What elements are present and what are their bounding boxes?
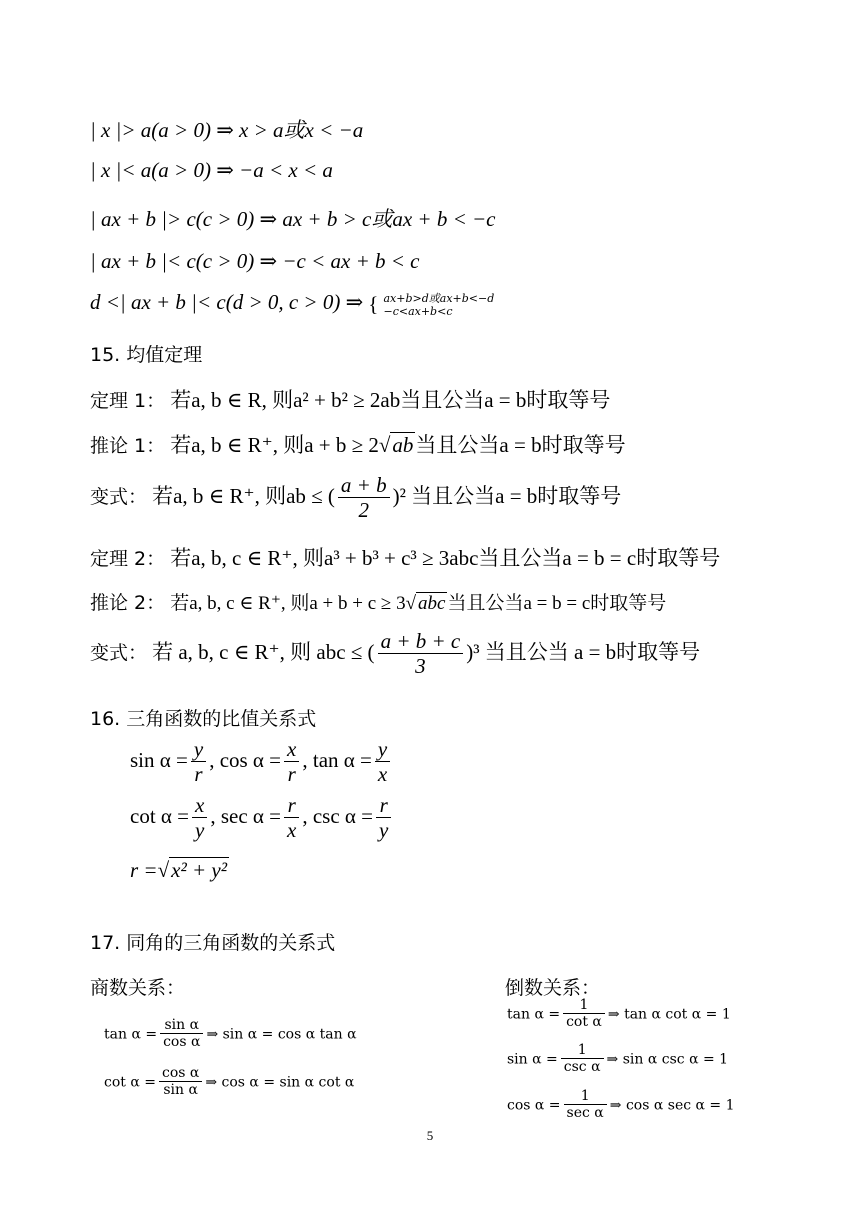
abs-rule-5-cases bbox=[383, 292, 494, 318]
corollary-1: 推论 1： 若a, b ∈ R⁺, 则a + b ≥ 2√ab当且公当a = b时取等号 bbox=[90, 433, 626, 457]
abs-rule-3: | ax + b |> c(c > 0) ⇒ ax + b > c或ax + b < −c bbox=[90, 207, 496, 231]
reciprocal-tan: tan α = $\frac{1}{\text{cot α}}$ ⇒ tan α cot α = 1 bbox=[507, 997, 731, 1031]
variant-1 bbox=[90, 474, 621, 523]
corollary-2: 推论 2： 若a, b, c ∈ R⁺, 则a + b + c ≥ 3√ abc 当且公当a = b = c时取等号 bbox=[90, 592, 667, 614]
variant-2-num: a + b + c bbox=[378, 630, 464, 654]
abs-rule-1: | x |> a(a > 0) ⇒ x > a或x < −a bbox=[90, 118, 364, 142]
abs-case-top: ax+b>d或ax+b<−d bbox=[383, 291, 495, 305]
radius-pre: r = bbox=[130, 858, 158, 882]
corollary-2-pre: 若a, b, c ∈ R⁺, 则a + b + c ≥ 3 bbox=[170, 593, 406, 614]
variant-2-post: )³ 当且公当 a = b时取等号 bbox=[466, 640, 701, 665]
section-17-heading: 17. 同角的三角函数的关系式 bbox=[90, 932, 336, 954]
theorem-2-label: 定理 2： bbox=[90, 548, 166, 570]
trig-ratio-row-2 bbox=[130, 794, 394, 843]
abs-rule-5-brace: { bbox=[368, 292, 379, 316]
trig-ratio-row-1 bbox=[130, 738, 393, 787]
variant-2-den: 3 bbox=[415, 654, 426, 679]
csc-def: , csc α = $\frac{r}{y}$ bbox=[302, 804, 394, 828]
variant-2-pre: 若 a, b, c ∈ R⁺, 则 abc ≤ ( bbox=[152, 640, 375, 665]
corollary-1-radicand: ab bbox=[392, 433, 414, 457]
theorem-1 bbox=[90, 384, 610, 414]
corollary-2-label: 推论 2： bbox=[90, 592, 166, 614]
variant-1-post: )² 当且公当a = b时取等号 bbox=[392, 484, 622, 509]
tan-def: , tan α = $\frac{y}{x}$ bbox=[302, 748, 393, 772]
reciprocal-cos: cos α = $\frac{1}{\text{sec α}}$ ⇒ cos α sec α = 1 bbox=[507, 1088, 735, 1122]
theorem-2 bbox=[90, 542, 720, 572]
reciprocal-label: 倒数关系： bbox=[505, 977, 601, 999]
abs-rule-4: | ax + b |< c(c > 0) ⇒ −c < ax + b < c bbox=[90, 249, 420, 273]
corollary-1-pre: 若a, b ∈ R⁺, 则a + b ≥ 2 bbox=[170, 433, 379, 457]
variant-1-num: a + b bbox=[338, 474, 390, 498]
corollary-2-radicand: abc bbox=[418, 593, 446, 614]
cos-def: , cos α = $\frac{x}{r}$ bbox=[209, 748, 302, 772]
corollary-1-post: 当且公当a = b时取等号 bbox=[415, 433, 626, 457]
corollary-1-label: 推论 1： bbox=[90, 435, 166, 457]
theorem-2-body: 若a, b, c ∈ R⁺, 则a³ + b³ + c³ ≥ 3abc当且公当a = b = c时取等号 bbox=[170, 546, 721, 570]
corollary-2-post: 当且公当a = b = c时取等号 bbox=[447, 593, 667, 614]
abs-rule-5 bbox=[90, 290, 494, 318]
quotient-cot: cot α = $\frac{\text{cos α}}{\text{sin α}}$ ⇒ cos α = sin α cot α bbox=[104, 1065, 355, 1099]
radius-radicand: x² + y² bbox=[171, 858, 228, 882]
theorem-1-body: 若a, b ∈ R, 则a² + b² ≥ 2ab当且公当a = b时取等号 bbox=[170, 388, 611, 412]
variant-1-den: 2 bbox=[358, 498, 369, 523]
sin-def: sin α = $\frac{y}{r}$ bbox=[130, 748, 209, 772]
variant-2-fraction bbox=[378, 630, 464, 679]
section-15-heading: 15. 均值定理 bbox=[90, 344, 203, 366]
page-number: 5 bbox=[426, 1128, 434, 1143]
sec-def: , sec α = $\frac{r}{x}$ bbox=[210, 804, 302, 828]
abs-rule-2: | x |< a(a > 0) ⇒ −a < x < a bbox=[90, 158, 333, 182]
variant-1-fraction bbox=[338, 474, 390, 523]
section-16-heading: 16. 三角函数的比值关系式 bbox=[90, 708, 317, 730]
radius-def: r =√x² + y² bbox=[130, 858, 228, 882]
cot-def: cot α = $\frac{x}{y}$ bbox=[130, 804, 210, 828]
quotient-label: 商数关系： bbox=[90, 977, 186, 999]
theorem-1-label: 定理 1： bbox=[90, 390, 166, 412]
abs-rule-5-main: d <| ax + b |< c(d > 0, c > 0) ⇒ bbox=[90, 290, 364, 314]
variant-2 bbox=[90, 630, 700, 679]
variant-1-pre: 若a, b ∈ R⁺, 则ab ≤ ( bbox=[152, 484, 335, 509]
variant-2-label: 变式： bbox=[90, 642, 148, 665]
reciprocal-sin: sin α = $\frac{1}{\text{csc α}}$ ⇒ sin α csc α = 1 bbox=[507, 1042, 729, 1076]
abs-case-bottom: −c<ax+b<c bbox=[383, 304, 453, 318]
variant-1-label: 变式： bbox=[90, 486, 148, 509]
quotient-tan: tan α = $\frac{\text{sin α}}{\text{cos α}}$ ⇒ sin α = cos α tan α bbox=[104, 1017, 357, 1051]
